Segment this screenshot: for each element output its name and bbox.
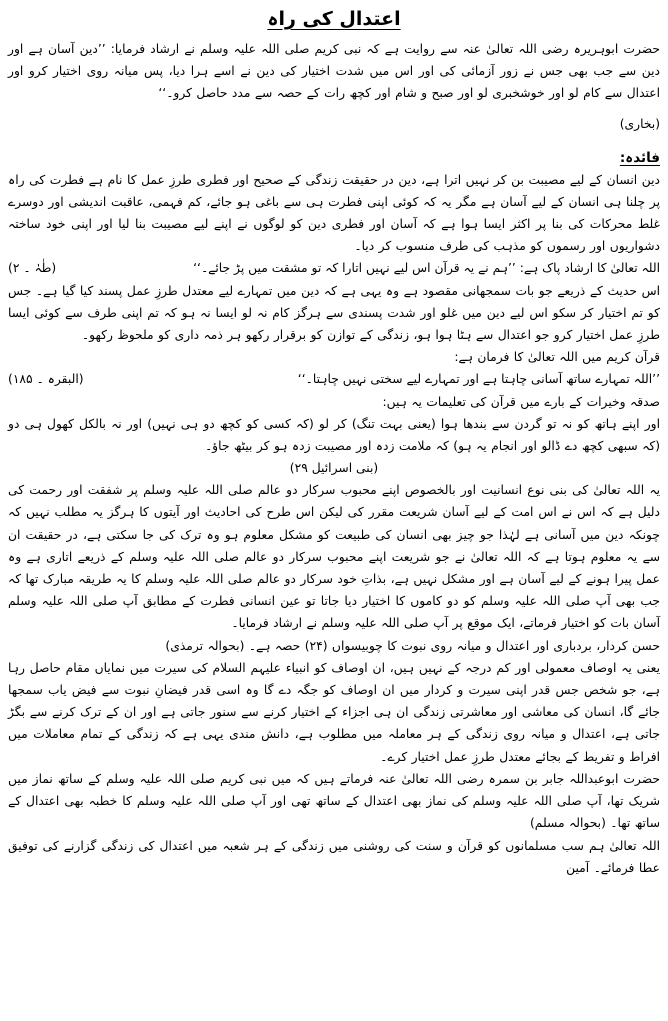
paragraph-5: یہ اللہ تعالیٰ کی بنی نوع انسانیت اور بالخصوص اپنے محبوب سرکار دو عالم صلی اللہ علیہ وسلم پر شفقت اور رحمت کی دلیل ہے کہ اس نے اس امت کے لیے آسان شریعت مقرر کی لیکن اس طرح کی احادیث اور آیتوں کا ہرگز یہ مطلب نہیں کہ چونکہ دین میں آسانی ہے لہٰذا جو چیز بھی انسان کی طبیعت کو مشکل معلوم ہو وہ ترک کی جا سکتی ہے، در حقیقت ان سے یہ معلوم ہوتا ہے کہ اللہ تعالیٰ نے جو شریعت اپنے محبوب سرکار دو عالم صلی اللہ علیہ وسلم کے ذریعے اتاری ہے وہ عمل پیرا ہونے کے لیے آسان ہے اور مشکل نہیں ہے، بذاتِ خود سرکار دو عالم صلی اللہ علیہ وسلم کا یہ طریقہ مبارک تھا کہ جب بھی آپ صلی اللہ علیہ وسلم کو دو کاموں کا اختیار دیا جاتا تو عین انسانی فطرت کے مطابق آپ صلی اللہ علیہ وسلم آسان بات کو اختیار فرماتے، ایک موقع پر آپ صلی اللہ علیہ وسلم نے ارشاد فرمایا۔ [8, 483, 660, 631]
quote-2-reference: (البقرہ ۔ ۱۸۵) [8, 372, 84, 387]
paragraph-7: یعنی یہ اوصاف معمولی اور کم درجہ کے نہیں ہیں، ان اوصاف کو انبیاء علیہم السلام کی سیرت میں نمایاں مقام حاصل رہا ہے، جو شخص جس قدر اپنی سیرت و کردار میں ان اوصاف کو جگہ دے گا وہ اسی قدر فیضانِ نبوت سے فیض یاب سمجھا جائے گا، انسان کی معاشی اور معاشرتی زندگی ان ہی اجزاء کے اختیار کرنے سے سنور جاتی ہے اور ان کے ترک کرنے سے بگڑ جاتی ہے، اعتدال و میانہ روی زندگی کے ہر معاملہ میں مطلوب ہے، دانش مندی یہی ہے کہ زندگی کے تمام معاملات میں افراط و تفریط کے بجائے معتدل طرزِ عمل اختیار کرے۔ [8, 660, 660, 764]
paragraph-4: اور اپنے ہاتھ کو نہ تو گردن سے بندھا ہوا (یعنی بہت تنگ) کر لو (کہ کسی کو کچھ دو ہی نہیں) اور نہ بالکل کھول ہی دو (کہ سبھی کچھ دے ڈالو اور انجام یہ ہو) کہ ملامت زدہ اور مصیبت زدہ ہو کر بیٹھ جاؤ۔ [8, 416, 660, 454]
quote-2-text: ’’اللہ تمہارے ساتھ آسانی چاہتا ہے اور تمہارے لیے سختی نہیں چاہتا۔‘‘ [297, 372, 660, 387]
faida-heading: فائدہ: [619, 149, 660, 166]
quote-1 [8, 257, 660, 279]
paragraph-4-reference: (بنی اسرائیل ۲۹) [289, 461, 379, 476]
page-title: اعتدال کی راہ [267, 8, 401, 30]
paragraph-6: حسن کردار، بردباری اور اعتدال و میانہ روی نبوت کا چوبیسواں (۲۴) حصہ ہے۔ (بحوالہ ترمذی) [165, 638, 660, 653]
paragraph-3: صدقہ وخیرات کے بارے میں قرآن کی تعلیمات یہ ہیں: [382, 394, 660, 409]
quote-2 [8, 368, 660, 390]
paragraph-8: حضرت ابوعبداللہ جابر بن سمرہ رضی اللہ تعالیٰ عنہ فرماتے ہیں کہ میں نبی کریم صلی اللہ علیہ وسلم کے ساتھ نماز میں شریک تھا، آپ صلی اللہ علیہ وسلم کی نماز بھی اعتدال کے ساتھ تھی اور آپ صلی اللہ علیہ وسلم کا خطبہ بھی اعتدال کے ساتھ تھا۔ (بحوالہ مسلم) [8, 771, 660, 831]
quote-1-reference: (طٰہٰ ۔ ۲) [8, 261, 57, 276]
paragraph-2: اس حدیث کے ذریعے جو بات سمجھانی مقصود ہے وہ یہی ہے کہ دین میں تمہارے لیے معتدل طرزِ عمل پسند کیا گیا ہے۔ جس کو تم اختیار کر سکو اس لیے دین میں غلو اور شدت پسندی سے ہرگز کام نہ لو ایسا نہ ہو کہ تم اپنی طرف سے کوئی ایسا طرزِ عمل اختیار کرو جو اعتدال سے ہٹا ہوا ہو، زندگی کے توازن کو برقرار رکھو ہر ذمہ داری کو ملحوظ رکھو۔ [8, 283, 660, 343]
quote-2-intro: قرآن کریم میں اللہ تعالیٰ کا فرمان ہے: [454, 350, 660, 365]
intro-reference: (بخاری) [619, 116, 660, 131]
paragraph-1: دین انسان کے لیے مصیبت بن کر نہیں اترا ہے، دین در حقیقت زندگی کے صحیح اور فطری طرزِ عمل کا نام ہے فطرت کی راہ پر چلنا ہی انسان کے لیے آسان ہے مگر یہ کہ کوئی اپنی فطرت ہی سے باغی ہو جائے، کم فہمی، عاقبت اندیشی اور دوسرے غلط محرکات کی بنا پر اکثر ایسا ہوا ہے کہ آسان اور فطری دین کو لوگوں نے اپنے لیے مصیبت بنا لیا اور اپنی خود ساختہ دشواریوں اور رسموں کو مذہب کی طرف منسوب کر دیا۔ [8, 172, 660, 254]
intro-hadith: حضرت ابوہریرہ رضی اللہ تعالیٰ عنہ سے روایت ہے کہ نبی کریم صلی اللہ علیہ وسلم نے ارشاد فرمایا: ’’دین آسان ہے اور دین سے جب بھی جس نے زور آزمائی کی اور اس میں شدت اختیار کی دین نے اسے ہرا دیا، پس میانہ روی اختیار کرو اور اعتدال سے کام لو اور خوشخبری لو اور صبح و شام اور کچھ رات کے حصہ سے مدد حاصل کرو۔‘‘ [8, 42, 660, 101]
quote-1-text: اللہ تعالیٰ کا ارشاد پاک ہے: ’’ہم نے یہ قرآن اس لیے نہیں اتارا کہ تو مشقت میں پڑ جائے۔‘‘ [193, 261, 660, 276]
paragraph-9: اللہ تعالیٰ ہم سب مسلمانوں کو قرآن و سنت کی روشنی میں زندگی کے ہر شعبہ میں اعتدال کی زندگی گزارنے کی توفیق عطا فرمائے۔ آمین [8, 838, 660, 875]
